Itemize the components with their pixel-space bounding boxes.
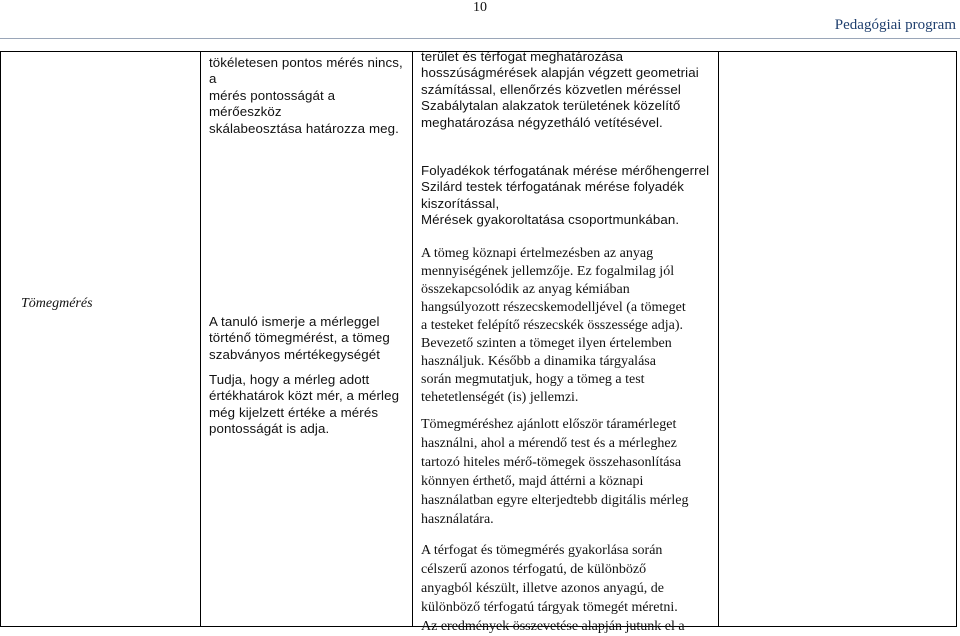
notes-block-5 [421, 541, 717, 636]
text-line: mérés pontosságát a mérőeszköz [209, 87, 336, 120]
text-line: számítással, ellenőrzés közvetlen méréssel [421, 81, 681, 97]
text-line: Mérések gyakoroltatása csoportmunkában. [421, 212, 680, 228]
page-number: 10 [473, 0, 487, 15]
requirements-low [209, 372, 409, 438]
text-line: Folyadékok térfogatának mérése mérőhengerrel [421, 163, 710, 178]
text-line: különböző térfogatú tárgyak tömegét méretni. [421, 600, 678, 615]
text-line: Szabálytalan alakzatok területének közelítő [421, 98, 681, 114]
text-line: pontosságát is adja. [209, 421, 330, 437]
notes-block-4 [421, 415, 717, 529]
text-line: Szilárd testek térfogatának mérése folyadék [421, 179, 684, 195]
text-line: tartozó hiteles mérő-tömegek összehasonlítása [421, 455, 682, 470]
text-line: a testeket felépítő részecskék összessége adja). [421, 318, 683, 333]
text-line: használni, ahol a mérendő test és a mérleghez [421, 436, 677, 451]
notes-block-3 [421, 245, 717, 407]
text-line: Tudja, hogy a mérleg adott [209, 372, 370, 387]
text-line: hosszúságmérések alapján végzett geometriai [421, 65, 699, 81]
text-line: használatára. [421, 512, 494, 527]
text-line: kiszorítással, [421, 195, 500, 211]
text-line: során megmutatjuk, hogy a tömeg a test [421, 372, 645, 387]
requirements-mid [209, 314, 409, 363]
text-line: szabványos mértékegységét [209, 346, 381, 362]
text-line: Bevezető szinten a tömeget ilyen értelemben [421, 336, 672, 351]
curriculum-table [0, 49, 957, 634]
topic-label: Tömegmérés [21, 296, 93, 311]
column-divider-2 [412, 52, 413, 626]
topic-cell [21, 296, 191, 312]
notes-block-2 [421, 163, 717, 229]
text-line: hangsúlyozott részecskemodelljével (a tömeget [421, 300, 686, 315]
text-line: mennyiségének jellemzője. Ez fogalmilag jól [421, 264, 675, 279]
text-line: anyagból készült, illetve azonos anyagú, de [421, 581, 664, 596]
column-divider-1 [200, 52, 201, 626]
text-line: könnyen érthető, majd áttérni a köznapi [421, 474, 644, 489]
text-line: még kijelzett értéke a mérés [209, 404, 379, 420]
notes-block-1 [421, 49, 717, 131]
text-line: történő tömegmérést, a tömeg [209, 330, 390, 346]
column-divider-3 [718, 52, 719, 626]
text-line: Az eredmények összevetése alapján jutunk el a [421, 619, 685, 634]
text-line: használatban egyre elterjedtebb digitális mérleg [421, 493, 689, 508]
text-line: Tömegméréshez ajánlott először táramérleget [421, 417, 677, 432]
requirements-top [209, 55, 409, 137]
header-rule [0, 38, 960, 39]
text-line: skálabeosztása határozza meg. [209, 120, 399, 136]
text-line: célszerű azonos térfogatú, de különböző [421, 562, 647, 577]
text-line: tehetetlenségét (is) jellemzi. [421, 390, 579, 405]
text-line: A tömeg köznapi értelmezésben az anyag [421, 246, 654, 261]
text-line: összekapcsolódik az anyag kémiában [421, 282, 630, 297]
text-line: tökéletesen pontos mérés nincs, a [209, 55, 403, 87]
text-line: értékhatárok közt mér, a mérleg [209, 388, 400, 404]
text-line: A tanuló ismerje a mérleggel [209, 314, 380, 329]
text-line: használjuk. Később a dinamika tárgyalása [421, 354, 656, 369]
program-title: Pedagógiai program [834, 17, 956, 33]
text-line: A térfogat és tömegmérés gyakorlása során [421, 543, 663, 558]
text-line: terület és térfogat meghatározása [421, 49, 624, 64]
text-line: meghatározása négyzetháló vetítésével. [421, 114, 663, 130]
